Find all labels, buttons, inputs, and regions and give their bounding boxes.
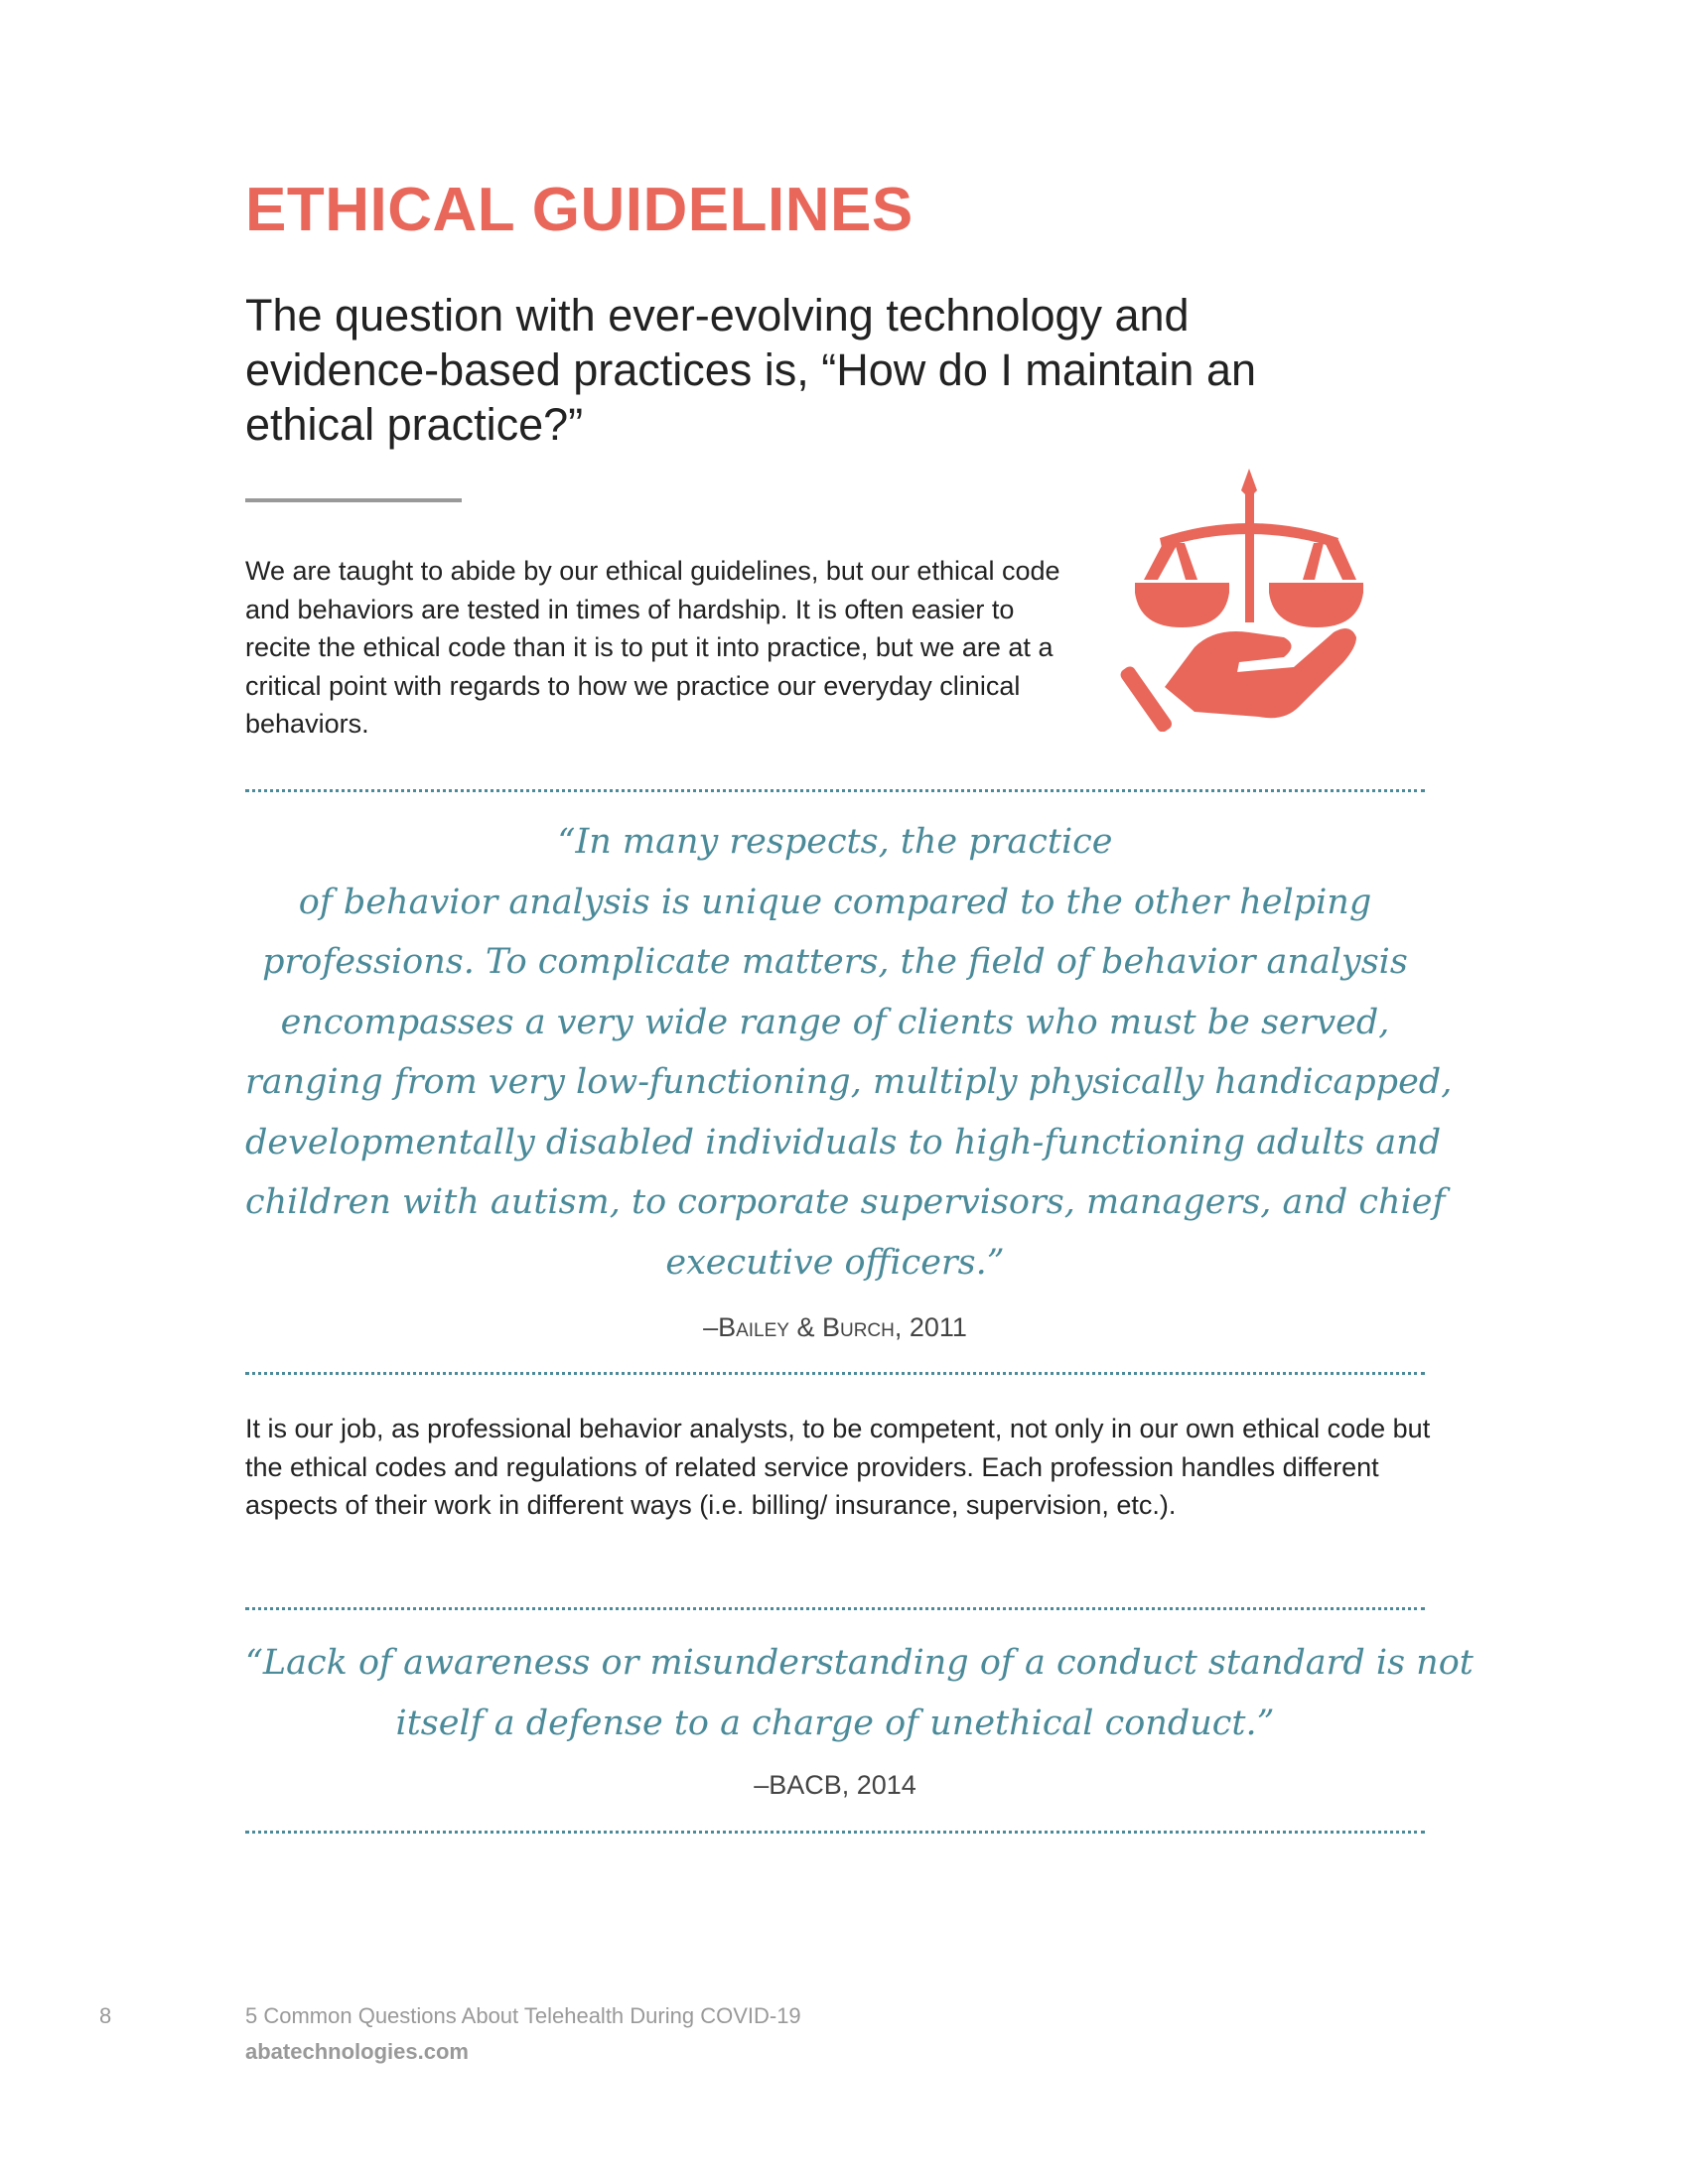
quote-line: ranging from very low-functioning, multiply physically handicapped,: [245, 1062, 1453, 1102]
dotted-divider: [245, 1831, 1425, 1834]
body-paragraph: It is our job, as professional behavior analysts, to be competent, not only in our own ethical code but the ethical codes and regulations of related service providers. Each profession handles different aspects of their work in different ways (i.e. billing/ insurance, supervision, etc.).: [245, 1414, 1431, 1520]
quote-attribution: –Bailey & Burch, 2011: [703, 1312, 967, 1342]
quote-line: professions. To complicate matters, the field of behavior analysis: [262, 942, 1408, 982]
quote-line: encompasses a very wide range of clients who must be served,: [280, 1002, 1390, 1042]
quote-line: executive officers.”: [665, 1242, 1005, 1283]
subtitle: The question with ever-evolving technology and evidence-based practices is, “How do I maintain an ethical practice?”: [245, 290, 1257, 450]
pull-quote-bailey-burch: [245, 812, 1453, 1293]
quote-line: itself a defense to a charge of unethical conduct.”: [395, 1703, 1275, 1743]
divider: [245, 498, 462, 502]
dotted-divider: [245, 1607, 1425, 1610]
footer-website-link[interactable]: abatechnologies.com: [245, 2039, 469, 2064]
dotted-divider: [245, 1372, 1425, 1375]
page-number: 8: [99, 2003, 112, 2028]
footer-doc-title: 5 Common Questions About Telehealth During COVID-19: [245, 2003, 801, 2028]
dotted-divider: [245, 789, 1425, 792]
quote-attribution: –BACB, 2014: [754, 1770, 916, 1800]
intro-paragraph: We are taught to abide by our ethical guidelines, but our ethical code and behaviors are tested in times of hardship. It is often easier to recite the ethical code than it is to put it into practice, but we are at a critical point with regards to how we practice our everyday clinical behaviors.: [245, 556, 1060, 739]
page-title: ETHICAL GUIDELINES: [245, 176, 914, 244]
quote-line: developmentally disabled individuals to high-functioning adults and: [245, 1122, 1442, 1162]
quote-line: children with autism, to corporate supervisors, managers, and chief: [245, 1182, 1446, 1222]
scales-of-justice-in-hand-icon: [1120, 469, 1383, 732]
quote-line: “In many respects, the practice: [557, 822, 1113, 862]
quote-line: “Lack of awareness or misunderstanding of a conduct standard is not: [245, 1643, 1474, 1683]
pull-quote-bacb: [245, 1633, 1474, 1753]
quote-line: of behavior analysis is unique compared to the other helping: [298, 882, 1372, 922]
